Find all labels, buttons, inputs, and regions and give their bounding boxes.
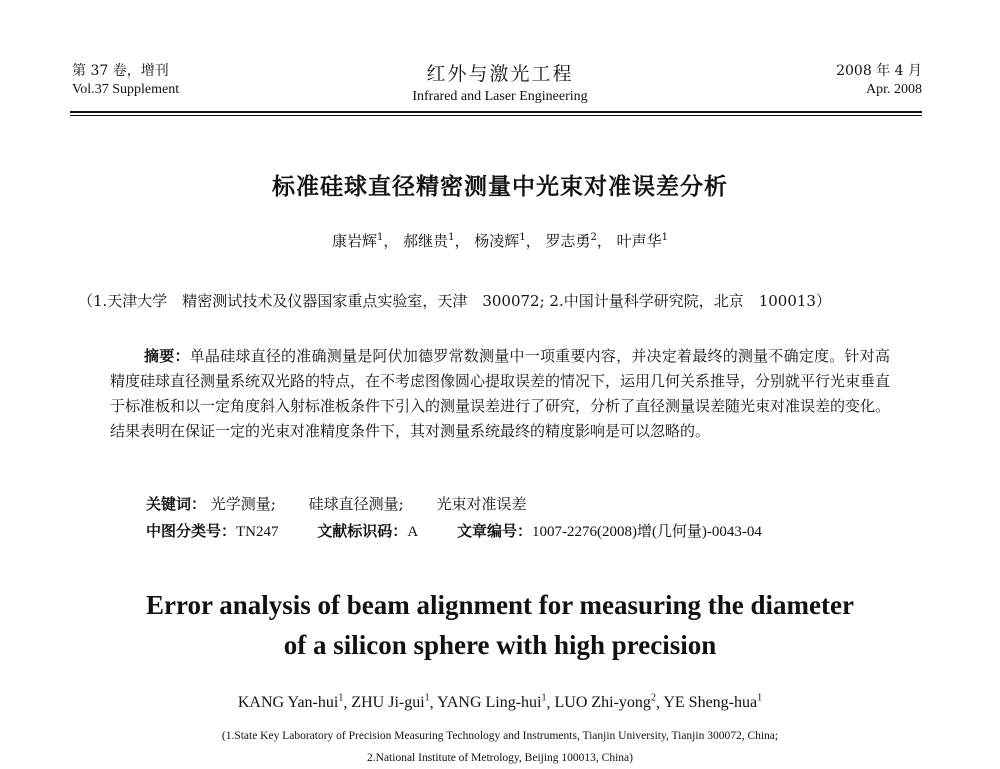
volume-en: Vol.37 Supplement [72, 81, 180, 97]
article-number-value: 1007-2276(2008)增(几何量)-0043-04 [531, 524, 762, 540]
affiliation-zh: （1.天津大学 精密测试技术及仪器国家重点实验室，天津 300072; 2.中国计量科学研究院，北京 100013） [78, 292, 831, 310]
affiliation-en-line2: 2.National Institute of Metrology, Beijing 100013, China) [367, 752, 633, 764]
author-zh: 叶声华$^1$ [616, 232, 669, 250]
author-en: YANG Ling-hui$^1$ [437, 693, 547, 712]
header-rule-thin [70, 115, 922, 116]
journal-name-zh: 红外与激光工程 [426, 63, 574, 85]
doc-code-value: A [407, 524, 419, 540]
author-zh: 杨凌辉$^1$ [474, 232, 526, 250]
keyword: 光学测量; [210, 495, 276, 513]
article-number-label: 文章编号： [456, 522, 532, 540]
affiliation-en [0, 725, 1000, 769]
keyword: 光束对准误差 [436, 495, 527, 513]
author-en: YE Sheng-hua$^1$ [663, 693, 763, 712]
issue-date-en: Apr. 2008 [866, 81, 922, 97]
abstract-text: 单晶硅球直径的准确测量是阿伏加德罗常数测量中一项重要内容，并决定着最终的测量不确定度。针对高精度硅球直径测量系统双光路的特点，在不考虑图像圆心提取误差的情况下，运用几何关系推导，分别就平行光束垂直于标准板和以一定角度斜入射标准板条件下引入的测量误差进行了研究，分析了直径测量误差随光束对准误差的变化。结果表明在保证一定的光束对准精度条件下，其对测量系统最终的精度影响是可以忽略的。 [110, 347, 891, 440]
author-en: LUO Zhi-yong$^2$ [554, 693, 656, 712]
header-rule-thick [70, 111, 922, 113]
title-en [0, 585, 1000, 665]
title-en-line1: Error analysis of beam alignment for measuring the diameter [146, 590, 854, 620]
issue-date-zh: 2008 年 4 月 [836, 63, 922, 79]
keyword: 硅球直径测量; [308, 495, 404, 513]
classification-line [146, 520, 762, 541]
author-zh: 康岩辉$^1$ [331, 232, 384, 250]
issue-date [836, 62, 922, 100]
author-en: ZHU Ji-gui$^1$ [351, 693, 430, 712]
abstract-zh [110, 344, 890, 444]
authors-zh: 康岩辉$^1$， 郝继贵$^1$， 杨凌辉$^1$， 罗志勇$^2$， 叶声华$^1$ [331, 232, 669, 250]
clc-value: TN247 [236, 524, 279, 540]
author-zh: 罗志勇$^2$ [545, 232, 597, 250]
keywords-label: 关键词： [146, 495, 207, 513]
doc-code-label: 文献标识码： [317, 522, 408, 540]
author-en: KANG Yan-hui$^1$ [237, 693, 344, 712]
abstract-label: 摘要： [144, 347, 190, 365]
volume-zh: 第 37 卷，增刊 [72, 63, 169, 79]
clc-label: 中图分类号： [146, 522, 237, 540]
title-en-line2: of a silicon sphere with high precision [283, 630, 717, 660]
authors-en: KANG Yan-hui$^1$, ZHU Ji-gui$^1$, YANG Ling-hui$^1$, LUO Zhi-yong$^2$, YE Sheng-hua$^1$ [237, 693, 763, 712]
title-zh: 标准硅球直径精密测量中光束对准误差分析 [272, 174, 728, 200]
author-zh: 郝继贵$^1$ [403, 232, 455, 250]
keywords [146, 493, 527, 514]
affiliation-en-line1: (1.State Key Laboratory of Precision Measuring Technology and Instruments, Tianjin University, Tianjin 300072, China; [221, 730, 779, 742]
journal-name-en: Infrared and Laser Engineering [412, 88, 588, 104]
